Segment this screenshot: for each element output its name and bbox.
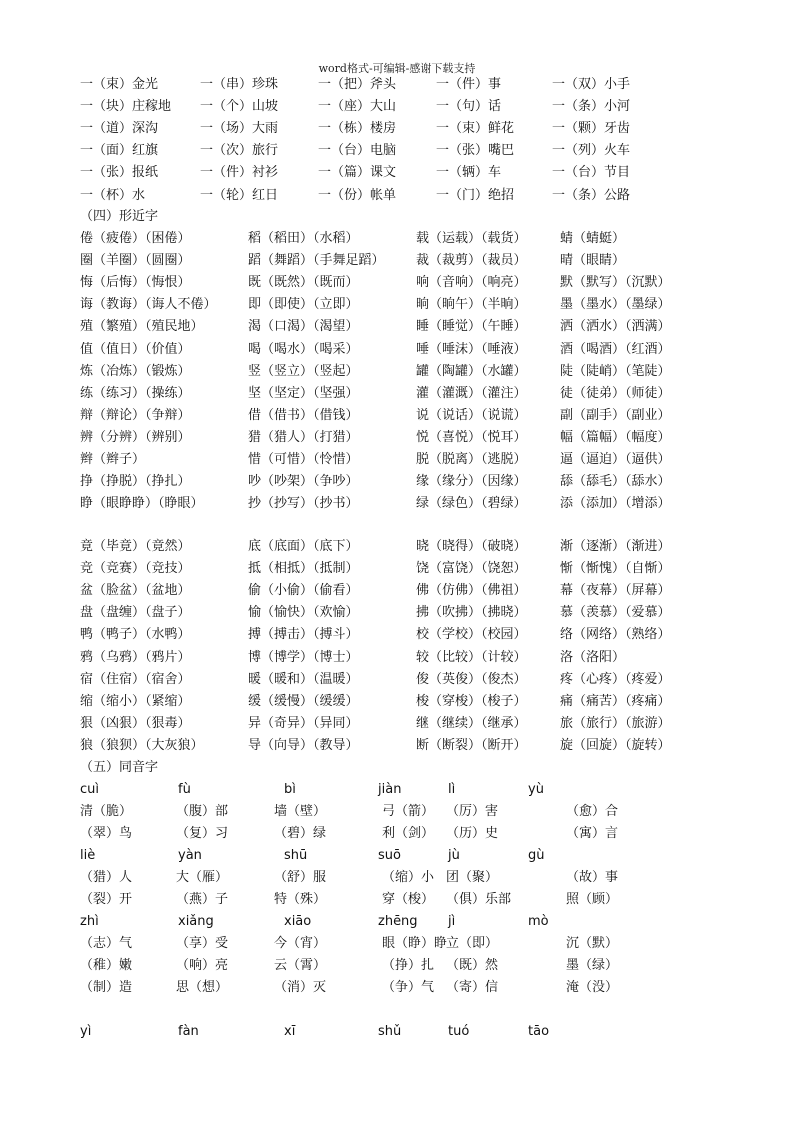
measure-word-item: 一（件）事	[436, 77, 502, 92]
similar-char-item: 辫（辫子）	[80, 452, 146, 467]
pinyin-label: tuó	[448, 1024, 470, 1039]
measure-word-item: 一（束）金光	[80, 77, 159, 92]
homophone-item: （燕）子	[176, 892, 229, 908]
similar-char-item: 狼（狼狈）（大灰狼）	[80, 737, 204, 753]
homophone-item: 立（即）	[446, 936, 499, 952]
pinyin-row	[0, 1023, 794, 1045]
measure-word-item: 一（道）深沟	[80, 121, 159, 137]
similar-char-item: 值（值日）（价值）	[80, 341, 191, 357]
measure-word-item: 一（件）衬衫	[200, 165, 279, 181]
similar-char-item: 默（默写）（沉默）	[560, 275, 671, 291]
homophone-item: （制）造	[80, 980, 133, 996]
homophone-row	[0, 957, 794, 979]
similar-char-item: 导（向导）（教导）	[248, 737, 359, 753]
similar-char-item: 博（博学）（博士）	[248, 649, 359, 665]
homophone-item: 思（想）	[176, 980, 229, 996]
measure-word-row	[0, 120, 794, 142]
section-heading: （五）同音字	[80, 760, 159, 775]
measure-word-item: 一（面）红旗	[80, 143, 159, 159]
similar-char-row	[0, 274, 794, 296]
pinyin-label: tāo	[528, 1024, 550, 1039]
homophone-item: （翠）鸟	[80, 826, 133, 842]
similar-char-item: 晌（晌午）（半晌）	[416, 297, 527, 313]
measure-word-item: 一（块）庄稼地	[80, 99, 172, 115]
similar-char-item: 渴（口渴）（渴望）	[248, 319, 359, 335]
similar-char-row	[0, 296, 794, 318]
pinyin-label: yàn	[178, 848, 202, 863]
similar-char-item: 饶（富饶）（饶恕）	[416, 561, 527, 577]
similar-char-item: 慕（羡慕）（爱慕）	[560, 605, 671, 621]
similar-char-row	[0, 495, 794, 517]
similar-char-item: 竖（竖立）（竖起）	[248, 363, 359, 379]
pinyin-label: jì	[448, 914, 456, 929]
similar-char-row	[0, 649, 794, 671]
similar-char-row	[0, 252, 794, 274]
pinyin-label: suō	[378, 848, 401, 863]
similar-char-item: 睁（眼睁睁）（睁眼）	[80, 496, 204, 512]
similar-char-item: 舔（舔毛）（舔水）	[560, 474, 671, 490]
homophone-item: 照（顾）	[566, 892, 619, 908]
measure-word-item: 一（个）山坡	[200, 99, 279, 115]
homophone-row	[0, 891, 794, 913]
similar-char-item: 悦（喜悦）（悦耳）	[416, 429, 527, 445]
similar-char-item: 俊（英俊）（俊杰）	[416, 671, 527, 687]
homophone-item: （故）事	[566, 870, 619, 886]
homophone-item: （腹）部	[176, 804, 229, 820]
measure-word-item: 一（辆）车	[436, 165, 502, 181]
measure-word-item: 一（把）斧头	[318, 77, 397, 92]
homophone-item: 弓（箭）	[382, 804, 435, 820]
homophone-item: （裂）开	[80, 892, 133, 908]
similar-char-item: 抵（相抵）（抵制）	[248, 561, 359, 577]
similar-char-row	[0, 429, 794, 451]
measure-word-item: 一（台）节目	[552, 165, 631, 181]
homophone-item: （寓）言	[566, 826, 619, 842]
pinyin-label: xiǎng	[178, 914, 214, 929]
similar-char-item: 辨（分辨）（辨别）	[80, 429, 191, 445]
homophone-item: 穿（梭）	[382, 892, 435, 908]
homophone-item: 眼（睁）睁	[382, 936, 448, 952]
similar-char-row	[0, 737, 794, 759]
similar-char-item: 暖（暖和）（温暖）	[248, 671, 359, 687]
similar-char-item: 诲（教诲）（诲人不倦）	[80, 297, 217, 313]
homophone-item: 墙（壁）	[274, 804, 327, 820]
pinyin-label: shū	[284, 848, 308, 863]
homophone-item: 淹（没）	[566, 980, 619, 996]
measure-word-row	[0, 164, 794, 186]
similar-char-item: 酒（喝酒）（红酒）	[560, 341, 671, 357]
homophone-item: （争）气	[382, 980, 435, 996]
similar-char-item: 拂（吹拂）（拂晓）	[416, 605, 527, 621]
pinyin-label: gù	[528, 848, 545, 863]
similar-char-item: 断（断裂）（断开）	[416, 737, 527, 753]
similar-char-item: 缘（缘分）（因缘）	[416, 474, 527, 490]
measure-word-item: 一（串）珍珠	[200, 77, 279, 92]
similar-char-item: 幕（夜幕）（屏幕）	[560, 583, 671, 599]
similar-char-item: 说（说话）（说谎）	[416, 407, 527, 423]
similar-char-row	[0, 538, 794, 560]
pinyin-label: xiāo	[284, 914, 312, 929]
page-header: word格式-可编辑-感谢下载支持	[318, 62, 476, 75]
similar-char-item: 鸦（乌鸦）（鸦片）	[80, 649, 191, 665]
similar-char-item: 旅（旅行）（旅游）	[560, 715, 671, 731]
similar-char-item: 睡（睡觉）（午睡）	[416, 319, 527, 335]
similar-char-item: 狠（凶狠）（狠毒）	[80, 715, 191, 731]
similar-char-item: 疼（心疼）（疼爱）	[560, 671, 671, 687]
measure-word-item: 一（列）火车	[552, 143, 631, 159]
similar-char-row	[0, 473, 794, 495]
homophone-item: （碧）绿	[274, 826, 327, 842]
pinyin-label: yù	[528, 782, 544, 797]
pinyin-label: zhēng	[378, 914, 418, 929]
similar-char-item: 坚（坚定）（坚强）	[248, 385, 359, 401]
similar-char-row	[0, 604, 794, 626]
homophone-row	[0, 979, 794, 1001]
similar-char-item: 晴（眼睛）	[560, 253, 626, 269]
homophone-item: （舒）服	[274, 870, 327, 886]
similar-char-item: 盘（盘缠）（盘子）	[80, 605, 191, 621]
similar-char-row	[0, 715, 794, 737]
similar-char-item: 猎（猎人）（打猎）	[248, 429, 359, 445]
measure-word-item: 一（条）小河	[552, 99, 631, 115]
measure-word-item: 一（门）绝招	[436, 187, 515, 203]
similar-char-item: 既（既然）（既而）	[248, 275, 359, 291]
measure-word-item: 一（份）帐单	[318, 187, 397, 203]
similar-char-item: 响（音响）（响亮）	[416, 275, 527, 291]
pinyin-label: zhì	[80, 914, 99, 929]
homophone-item: （消）灭	[274, 980, 327, 996]
similar-char-item: 校（学校）（校园）	[416, 627, 527, 643]
similar-char-item: 灌（灌溉）（灌注）	[416, 385, 527, 401]
homophone-item: （既）然	[446, 958, 499, 974]
homophone-item: （响）亮	[176, 958, 229, 974]
pinyin-label: jiàn	[378, 782, 402, 797]
similar-char-item: 较（比较）（计较）	[416, 649, 527, 665]
similar-char-item: 搏（搏击）（搏斗）	[248, 627, 359, 643]
similar-char-item: 吵（吵架）（争吵）	[248, 474, 359, 490]
similar-char-item: 稻（稻田）（水稻）	[248, 231, 359, 246]
pinyin-label: cuì	[80, 782, 99, 797]
similar-char-item: 幅（篇幅）（幅度）	[560, 429, 671, 445]
similar-char-item: 罐（陶罐）（水罐）	[416, 363, 527, 379]
measure-word-row	[0, 187, 794, 209]
pinyin-row	[0, 913, 794, 935]
measure-word-item: 一（束）鲜花	[436, 121, 515, 137]
pinyin-label: shǔ	[378, 1024, 402, 1039]
measure-word-item: 一（句）话	[436, 99, 502, 115]
pinyin-label: yì	[80, 1024, 92, 1039]
similar-char-item: 副（副手）（副业）	[560, 407, 671, 423]
similar-char-item: 唾（唾沫）（唾液）	[416, 341, 527, 357]
measure-word-item: 一（双）小手	[552, 77, 631, 92]
measure-word-item: 一（次）旅行	[200, 143, 279, 159]
pinyin-label: xī	[284, 1024, 296, 1039]
similar-char-row	[0, 560, 794, 582]
homophone-row	[0, 803, 794, 825]
similar-char-item: 竟（毕竟）（竟然）	[80, 539, 191, 554]
similar-char-item: 佛（仿佛）（佛祖）	[416, 583, 527, 599]
similar-char-item: 络（网络）（熟络）	[560, 627, 671, 643]
similar-char-item: 炼（冶炼）（锻炼）	[80, 363, 191, 379]
similar-char-row	[0, 582, 794, 604]
similar-char-item: 墨（墨水）（墨绿）	[560, 297, 671, 313]
homophone-item: （挣）扎	[382, 958, 435, 974]
section-heading: （四）形近字	[80, 209, 159, 224]
measure-word-item: 一（颗）牙齿	[552, 121, 631, 137]
homophone-item: 特（殊）	[274, 892, 327, 908]
similar-char-item: 梭（穿梭）（梭子）	[416, 693, 527, 709]
measure-word-item: 一（篇）课文	[318, 165, 397, 181]
similar-char-item: 蹈（舞蹈）（手舞足蹈）	[248, 253, 385, 269]
similar-char-item: 徒（徒弟）（师徒）	[560, 385, 671, 401]
homophone-item: 沉（默）	[566, 936, 619, 952]
measure-word-item: 一（杯）水	[80, 187, 146, 203]
similar-char-item: 愉（愉快）（欢愉）	[248, 605, 359, 621]
measure-word-row	[0, 98, 794, 120]
similar-char-row	[0, 671, 794, 693]
similar-char-row	[0, 407, 794, 429]
pinyin-row	[0, 781, 794, 803]
pinyin-label: jù	[448, 848, 460, 863]
similar-char-item: 借（借书）（借钱）	[248, 407, 359, 423]
measure-word-item: 一（场）大雨	[200, 121, 279, 137]
measure-word-item: 一（轮）红日	[200, 187, 279, 203]
similar-char-item: 悔（后悔）（悔恨）	[80, 275, 191, 291]
similar-char-row	[0, 318, 794, 340]
measure-word-item: 一（台）电脑	[318, 143, 397, 159]
similar-char-item: 圈（羊圈）（圆圈）	[80, 253, 191, 269]
similar-char-item: 缓（缓慢）（缓缓）	[248, 693, 359, 709]
similar-char-item: 晓（晓得）（破晓）	[416, 539, 527, 554]
homophone-row	[0, 869, 794, 891]
similar-char-item: 洛（洛阳）	[560, 649, 626, 665]
homophone-row	[0, 825, 794, 847]
homophone-item: （历）史	[446, 826, 499, 842]
similar-char-row	[0, 626, 794, 648]
homophone-item: （愈）合	[566, 804, 619, 820]
pinyin-label: mò	[528, 914, 549, 929]
pinyin-label: fàn	[178, 1024, 199, 1039]
homophone-item: 今（宵）	[274, 936, 327, 952]
similar-char-item: 异（奇异）（异同）	[248, 715, 359, 731]
measure-word-item: 一（张）报纸	[80, 165, 159, 181]
similar-char-item: 抄（抄写）（抄书）	[248, 496, 359, 512]
similar-char-item: 倦（疲倦）（困倦）	[80, 231, 191, 246]
homophone-item: （稚）嫩	[80, 958, 133, 974]
similar-char-item: 洒（洒水）（洒满）	[560, 319, 671, 335]
similar-char-row	[0, 385, 794, 407]
similar-char-item: 蜻（蜻蜓）	[560, 231, 626, 246]
similar-char-row	[0, 230, 794, 252]
homophone-item: 墨（绿）	[566, 958, 619, 974]
similar-char-item: 鸭（鸭子）（水鸭）	[80, 627, 191, 643]
homophone-item: 清（脆）	[80, 804, 133, 820]
similar-char-item: 惜（可惜）（怜惜）	[248, 452, 359, 467]
similar-char-item: 盆（脸盆）（盆地）	[80, 583, 191, 599]
similar-char-item: 继（继续）（继承）	[416, 715, 527, 731]
similar-char-item: 逼（逼迫）（逼供）	[560, 452, 671, 467]
homophone-item: （厉）害	[446, 804, 499, 820]
measure-word-item: 一（条）公路	[552, 187, 631, 203]
homophone-item: 云（霄）	[274, 958, 327, 974]
similar-char-item: 惭（惭愧）（自惭）	[560, 561, 671, 577]
homophone-item: 利（剑）	[382, 826, 435, 842]
similar-char-item: 宿（住宿）（宿舍）	[80, 671, 191, 687]
similar-char-row	[0, 693, 794, 715]
similar-char-item: 旋（回旋）（旋转）	[560, 737, 671, 753]
homophone-item: （缩）小	[382, 870, 435, 886]
pinyin-label: bì	[284, 782, 296, 797]
similar-char-item: 陡（陡峭）（笔陡）	[560, 363, 671, 379]
pinyin-label: lì	[448, 782, 456, 797]
similar-char-item: 偷（小偷）（偷看）	[248, 583, 359, 599]
similar-char-item: 绿（绿色）（碧绿）	[416, 496, 527, 512]
homophone-item: （寄）信	[446, 980, 499, 996]
homophone-row	[0, 935, 794, 957]
homophone-item: 团（聚）	[446, 870, 499, 886]
similar-char-item: 练（练习）（操练）	[80, 385, 191, 401]
similar-char-row	[0, 341, 794, 363]
similar-char-item: 辩（辩论）（争辩）	[80, 407, 191, 423]
similar-char-item: 即（即使）（立即）	[248, 297, 359, 313]
measure-word-item: 一（张）嘴巴	[436, 143, 515, 159]
homophone-item: （复）习	[176, 826, 229, 842]
pinyin-row	[0, 847, 794, 869]
homophone-item: 大（雁）	[176, 870, 229, 886]
similar-char-row	[0, 451, 794, 473]
measure-word-item: 一（座）大山	[318, 99, 397, 115]
similar-char-item: 裁（裁剪）（裁员）	[416, 253, 527, 269]
similar-char-item: 痛（痛苦）（疼痛）	[560, 693, 671, 709]
homophone-item: （志）气	[80, 936, 133, 952]
similar-char-item: 添（添加）（增添）	[560, 496, 671, 512]
similar-char-item: 渐（逐渐）（渐进）	[560, 539, 671, 554]
measure-word-item: 一（栋）楼房	[318, 121, 397, 137]
similar-char-item: 殖（繁殖）（殖民地）	[80, 319, 204, 335]
similar-char-item: 脱（脱离）（逃脱）	[416, 452, 527, 467]
measure-word-row	[0, 76, 794, 98]
homophone-item: （猎）人	[80, 870, 133, 886]
measure-word-row	[0, 142, 794, 164]
similar-char-item: 挣（挣脱）（挣扎）	[80, 474, 191, 490]
homophone-item: （享）受	[176, 936, 229, 952]
similar-char-item: 载（运载）（载货）	[416, 231, 527, 246]
similar-char-item: 底（底面）（底下）	[248, 539, 359, 554]
homophone-item: （俱）乐部	[446, 892, 512, 908]
similar-char-row	[0, 363, 794, 385]
similar-char-item: 缩（缩小）（紧缩）	[80, 693, 191, 709]
pinyin-label: fù	[178, 782, 191, 797]
similar-char-item: 竞（竞赛）（竞技）	[80, 561, 191, 577]
pinyin-label: liè	[80, 848, 96, 863]
similar-char-item: 喝（喝水）（喝采）	[248, 341, 359, 357]
